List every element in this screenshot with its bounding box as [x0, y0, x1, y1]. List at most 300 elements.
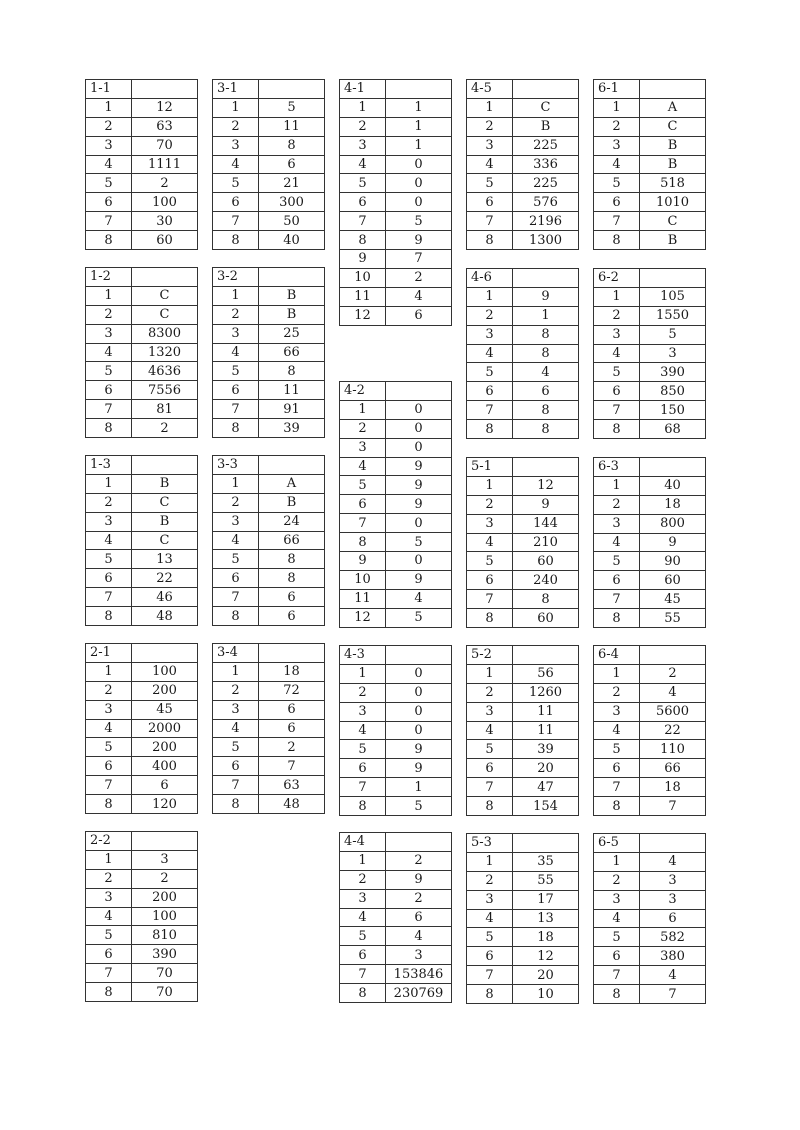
table-row [467, 778, 579, 797]
table-row [213, 155, 325, 174]
answer-value: 60 [640, 571, 706, 590]
answer-value: 40 [640, 476, 706, 495]
answer-value: 2000 [132, 719, 198, 738]
question-number: 8 [86, 607, 132, 626]
answer-value: 11 [259, 117, 325, 136]
question-number: 6 [467, 947, 513, 966]
table-row [213, 607, 325, 626]
answer-value: 0 [386, 683, 452, 702]
answer-table-1-2 [85, 267, 198, 438]
answer-value: 1 [386, 117, 452, 136]
table-row [340, 495, 452, 514]
answer-value: 12 [513, 476, 579, 495]
question-number: 2 [467, 117, 513, 136]
answer-value: 110 [640, 740, 706, 759]
question-number: 7 [467, 966, 513, 985]
table-row [340, 740, 452, 759]
answer-table-5-1 [466, 457, 579, 628]
table-label: 1-2 [86, 268, 132, 287]
table-row [86, 381, 198, 400]
question-number: 4 [594, 533, 640, 552]
answer-value: 3 [386, 946, 452, 965]
table-header-blank [513, 269, 579, 288]
answer-table-3-3 [212, 455, 325, 626]
answer-value: 60 [513, 609, 579, 628]
table-row [467, 852, 579, 871]
answer-value: 17 [513, 890, 579, 909]
answer-value: 63 [132, 117, 198, 136]
answer-value: 5600 [640, 702, 706, 721]
answer-value: C [132, 493, 198, 512]
table-header-blank [386, 80, 452, 99]
answer-value: C [640, 117, 706, 136]
table-label: 4-4 [340, 833, 386, 852]
table-row [213, 174, 325, 193]
table-header-blank [132, 644, 198, 663]
table-row [467, 231, 579, 250]
question-number: 6 [340, 193, 386, 212]
table-row [213, 117, 325, 136]
table-header-row [213, 268, 325, 287]
question-number: 5 [467, 363, 513, 382]
table-header-row [467, 834, 579, 853]
table-label: 3-3 [213, 456, 259, 475]
answer-value: 154 [513, 797, 579, 816]
table-row [340, 533, 452, 552]
question-number: 2 [594, 117, 640, 136]
table-row [594, 117, 706, 136]
question-number: 5 [594, 740, 640, 759]
question-number: 9 [340, 552, 386, 571]
table-row [467, 287, 579, 306]
table-row [467, 155, 579, 174]
table-row [467, 306, 579, 325]
answer-table-4-2 [339, 381, 452, 628]
answer-value: B [640, 155, 706, 174]
table-row [467, 401, 579, 420]
answer-value: 35 [513, 852, 579, 871]
question-number: 4 [594, 155, 640, 174]
question-number: 2 [467, 495, 513, 514]
answer-value: 380 [640, 947, 706, 966]
question-number: 1 [594, 852, 640, 871]
question-number: 8 [594, 231, 640, 250]
answer-table-6-4 [593, 645, 706, 816]
answer-value: 400 [132, 757, 198, 776]
answer-value: 81 [132, 400, 198, 419]
table-row [467, 664, 579, 683]
answer-value: 336 [513, 155, 579, 174]
table-row [594, 193, 706, 212]
table-header-row [213, 456, 325, 475]
question-number: 5 [594, 928, 640, 947]
table-row [467, 702, 579, 721]
answer-value: 9 [386, 495, 452, 514]
question-number: 2 [213, 117, 259, 136]
question-number: 2 [594, 306, 640, 325]
answer-value: 0 [386, 721, 452, 740]
table-row [340, 984, 452, 1003]
answer-value: 8 [259, 550, 325, 569]
answer-value: 100 [132, 193, 198, 212]
table-label: 2-2 [86, 832, 132, 851]
question-number: 1 [86, 474, 132, 493]
answer-value: 4 [640, 852, 706, 871]
table-label: 3-2 [213, 268, 259, 287]
question-number: 7 [594, 212, 640, 231]
table-row [340, 908, 452, 927]
answer-value: 18 [640, 778, 706, 797]
table-row [594, 382, 706, 401]
table-row [467, 533, 579, 552]
answer-value: 105 [640, 287, 706, 306]
answer-value: 66 [259, 531, 325, 550]
question-number: 6 [467, 382, 513, 401]
table-header-row [340, 382, 452, 401]
question-number: 8 [86, 231, 132, 250]
question-number: 3 [467, 890, 513, 909]
answer-table-1-3 [85, 455, 198, 626]
question-number: 3 [340, 438, 386, 457]
question-number: 3 [340, 702, 386, 721]
answer-value: 0 [386, 174, 452, 193]
answer-value: 11 [259, 381, 325, 400]
answer-table-6-3 [593, 457, 706, 628]
table-row [86, 117, 198, 136]
table-row [213, 212, 325, 231]
question-number: 5 [340, 927, 386, 946]
table-row [86, 588, 198, 607]
table-row [594, 98, 706, 117]
question-number: 2 [213, 681, 259, 700]
answer-value: 0 [386, 438, 452, 457]
answer-value: 66 [259, 343, 325, 362]
table-row [467, 382, 579, 401]
table-row [340, 117, 452, 136]
question-number: 3 [340, 889, 386, 908]
table-row [594, 325, 706, 344]
answer-value: 9 [386, 870, 452, 889]
question-number: 4 [213, 155, 259, 174]
question-number: 2 [86, 681, 132, 700]
question-number: 1 [594, 664, 640, 683]
table-row [340, 476, 452, 495]
table-row [213, 419, 325, 438]
question-number: 8 [467, 797, 513, 816]
answer-value: 2 [132, 419, 198, 438]
question-number: 4 [340, 155, 386, 174]
question-number: 3 [340, 136, 386, 155]
table-row [340, 268, 452, 287]
answer-value: 70 [132, 964, 198, 983]
table-row [86, 550, 198, 569]
answer-value: 7556 [132, 381, 198, 400]
table-row [594, 985, 706, 1004]
question-number: 4 [467, 344, 513, 363]
table-row [213, 381, 325, 400]
table-header-row [86, 832, 198, 851]
table-row [340, 965, 452, 984]
table-row [594, 420, 706, 439]
table-header-blank [640, 80, 706, 99]
table-row [340, 231, 452, 250]
table-row [340, 797, 452, 816]
answer-value: B [259, 305, 325, 324]
table-row [340, 250, 452, 269]
question-number: 3 [86, 136, 132, 155]
table-row [467, 193, 579, 212]
answer-value: 8 [513, 325, 579, 344]
question-number: 8 [213, 607, 259, 626]
answer-value: 60 [132, 231, 198, 250]
table-row [594, 890, 706, 909]
question-number: 1 [86, 662, 132, 681]
answer-value: B [640, 231, 706, 250]
answer-value: 66 [640, 759, 706, 778]
table-row [86, 888, 198, 907]
answer-value: 5 [386, 533, 452, 552]
answer-value: 9 [513, 287, 579, 306]
answer-value: 70 [132, 136, 198, 155]
question-number: 3 [594, 136, 640, 155]
answer-value: 0 [386, 702, 452, 721]
question-number: 1 [467, 852, 513, 871]
table-header-blank [513, 458, 579, 477]
question-number: 3 [213, 512, 259, 531]
answer-value: 9 [386, 457, 452, 476]
answer-table-6-2 [593, 268, 706, 439]
table-row [594, 363, 706, 382]
table-row [467, 212, 579, 231]
answer-value: 800 [640, 514, 706, 533]
table-row [467, 797, 579, 816]
question-number: 8 [340, 231, 386, 250]
question-number: 10 [340, 268, 386, 287]
answer-value: 2 [386, 889, 452, 908]
table-row [594, 476, 706, 495]
table-row [340, 889, 452, 908]
question-number: 5 [213, 738, 259, 757]
question-number: 8 [594, 609, 640, 628]
question-number: 3 [213, 136, 259, 155]
question-number: 5 [467, 552, 513, 571]
table-row [340, 870, 452, 889]
table-row [213, 400, 325, 419]
answer-value: 2 [259, 738, 325, 757]
answer-table-5-2 [466, 645, 579, 816]
table-header-row [86, 456, 198, 475]
table-row [86, 569, 198, 588]
question-number: 8 [86, 983, 132, 1002]
table-row [86, 607, 198, 626]
table-row [594, 740, 706, 759]
answer-value: 55 [640, 609, 706, 628]
question-number: 10 [340, 570, 386, 589]
table-row [213, 738, 325, 757]
table-row [340, 570, 452, 589]
answer-value: 5 [386, 212, 452, 231]
table-row [86, 512, 198, 531]
table-row [467, 966, 579, 985]
table-row [86, 174, 198, 193]
question-number: 6 [213, 569, 259, 588]
table-header-blank [513, 80, 579, 99]
table-row [213, 531, 325, 550]
table-row [86, 719, 198, 738]
answer-value: 230769 [386, 984, 452, 1003]
table-row [213, 776, 325, 795]
table-row [340, 98, 452, 117]
table-row [594, 721, 706, 740]
table-label: 5-1 [467, 458, 513, 477]
answer-value: 8 [259, 362, 325, 381]
table-row [86, 419, 198, 438]
question-number: 7 [213, 588, 259, 607]
table-row [594, 797, 706, 816]
table-row [213, 662, 325, 681]
question-number: 2 [86, 493, 132, 512]
table-row [467, 325, 579, 344]
table-row [467, 552, 579, 571]
table-row [213, 362, 325, 381]
question-number: 3 [86, 512, 132, 531]
question-number: 6 [594, 382, 640, 401]
table-row [340, 438, 452, 457]
table-label: 6-3 [594, 458, 640, 477]
answer-value: 2196 [513, 212, 579, 231]
table-row [467, 683, 579, 702]
table-row [467, 721, 579, 740]
answer-value: 200 [132, 681, 198, 700]
table-row [86, 681, 198, 700]
table-header-row [340, 80, 452, 99]
question-number: 2 [467, 871, 513, 890]
answer-value: 12 [132, 98, 198, 117]
answer-value: 8 [259, 569, 325, 588]
table-row [467, 609, 579, 628]
question-number: 3 [467, 514, 513, 533]
table-row [340, 136, 452, 155]
table-header-blank [259, 268, 325, 287]
table-row [340, 306, 452, 325]
answer-table-4-4 [339, 832, 452, 1003]
table-row [213, 795, 325, 814]
question-number: 6 [467, 193, 513, 212]
question-number: 6 [594, 193, 640, 212]
table-header-row [340, 833, 452, 852]
table-header-blank [259, 644, 325, 663]
answer-value: 18 [259, 662, 325, 681]
question-number: 6 [340, 946, 386, 965]
table-row [594, 852, 706, 871]
table-row [86, 795, 198, 814]
question-number: 4 [594, 344, 640, 363]
answer-table-6-1 [593, 79, 706, 250]
answer-value: C [513, 98, 579, 117]
question-number: 3 [467, 702, 513, 721]
question-number: 8 [467, 985, 513, 1004]
table-row [594, 609, 706, 628]
answer-value: 8 [513, 420, 579, 439]
question-number: 8 [594, 797, 640, 816]
table-row [213, 474, 325, 493]
answer-value: 72 [259, 681, 325, 700]
table-row [467, 740, 579, 759]
table-header-blank [640, 458, 706, 477]
question-number: 6 [86, 193, 132, 212]
table-row [467, 871, 579, 890]
table-row [340, 702, 452, 721]
answer-value: 20 [513, 759, 579, 778]
answer-table-2-2 [85, 831, 198, 1002]
question-number: 3 [594, 514, 640, 533]
answer-table-5-3 [466, 833, 579, 1004]
question-number: 1 [213, 98, 259, 117]
table-label: 6-2 [594, 269, 640, 288]
answer-value: 11 [513, 721, 579, 740]
question-number: 4 [86, 155, 132, 174]
table-header-row [340, 646, 452, 665]
question-number: 6 [467, 571, 513, 590]
table-row [594, 174, 706, 193]
table-row [86, 700, 198, 719]
table-header-row [467, 80, 579, 99]
answer-value: 90 [640, 552, 706, 571]
answer-value: 6 [259, 588, 325, 607]
answer-value: 390 [132, 945, 198, 964]
answer-value: 6 [259, 719, 325, 738]
answer-value: 40 [259, 231, 325, 250]
answer-value: 576 [513, 193, 579, 212]
table-row [340, 946, 452, 965]
question-number: 7 [467, 401, 513, 420]
table-label: 4-2 [340, 382, 386, 401]
answer-value: 1 [386, 136, 452, 155]
question-number: 1 [86, 286, 132, 305]
answer-value: 4 [386, 589, 452, 608]
question-number: 8 [594, 420, 640, 439]
answer-value: 24 [259, 512, 325, 531]
table-header-blank [386, 382, 452, 401]
question-number: 4 [86, 343, 132, 362]
answer-value: C [132, 286, 198, 305]
question-number: 1 [467, 664, 513, 683]
answer-value: 153846 [386, 965, 452, 984]
answer-value: 240 [513, 571, 579, 590]
answer-value: 45 [640, 590, 706, 609]
table-row [594, 571, 706, 590]
question-number: 2 [86, 305, 132, 324]
answer-value: 25 [259, 324, 325, 343]
answer-value: 9 [386, 740, 452, 759]
question-number: 4 [594, 909, 640, 928]
table-row [86, 136, 198, 155]
question-number: 2 [594, 683, 640, 702]
question-number: 4 [467, 533, 513, 552]
answer-value: B [640, 136, 706, 155]
table-header-blank [386, 833, 452, 852]
answer-value: A [259, 474, 325, 493]
question-number: 2 [86, 869, 132, 888]
table-row [340, 778, 452, 797]
answer-value: 8300 [132, 324, 198, 343]
table-row [86, 362, 198, 381]
question-number: 2 [340, 419, 386, 438]
table-row [86, 286, 198, 305]
answer-value: 39 [259, 419, 325, 438]
table-row [340, 457, 452, 476]
table-row [467, 420, 579, 439]
